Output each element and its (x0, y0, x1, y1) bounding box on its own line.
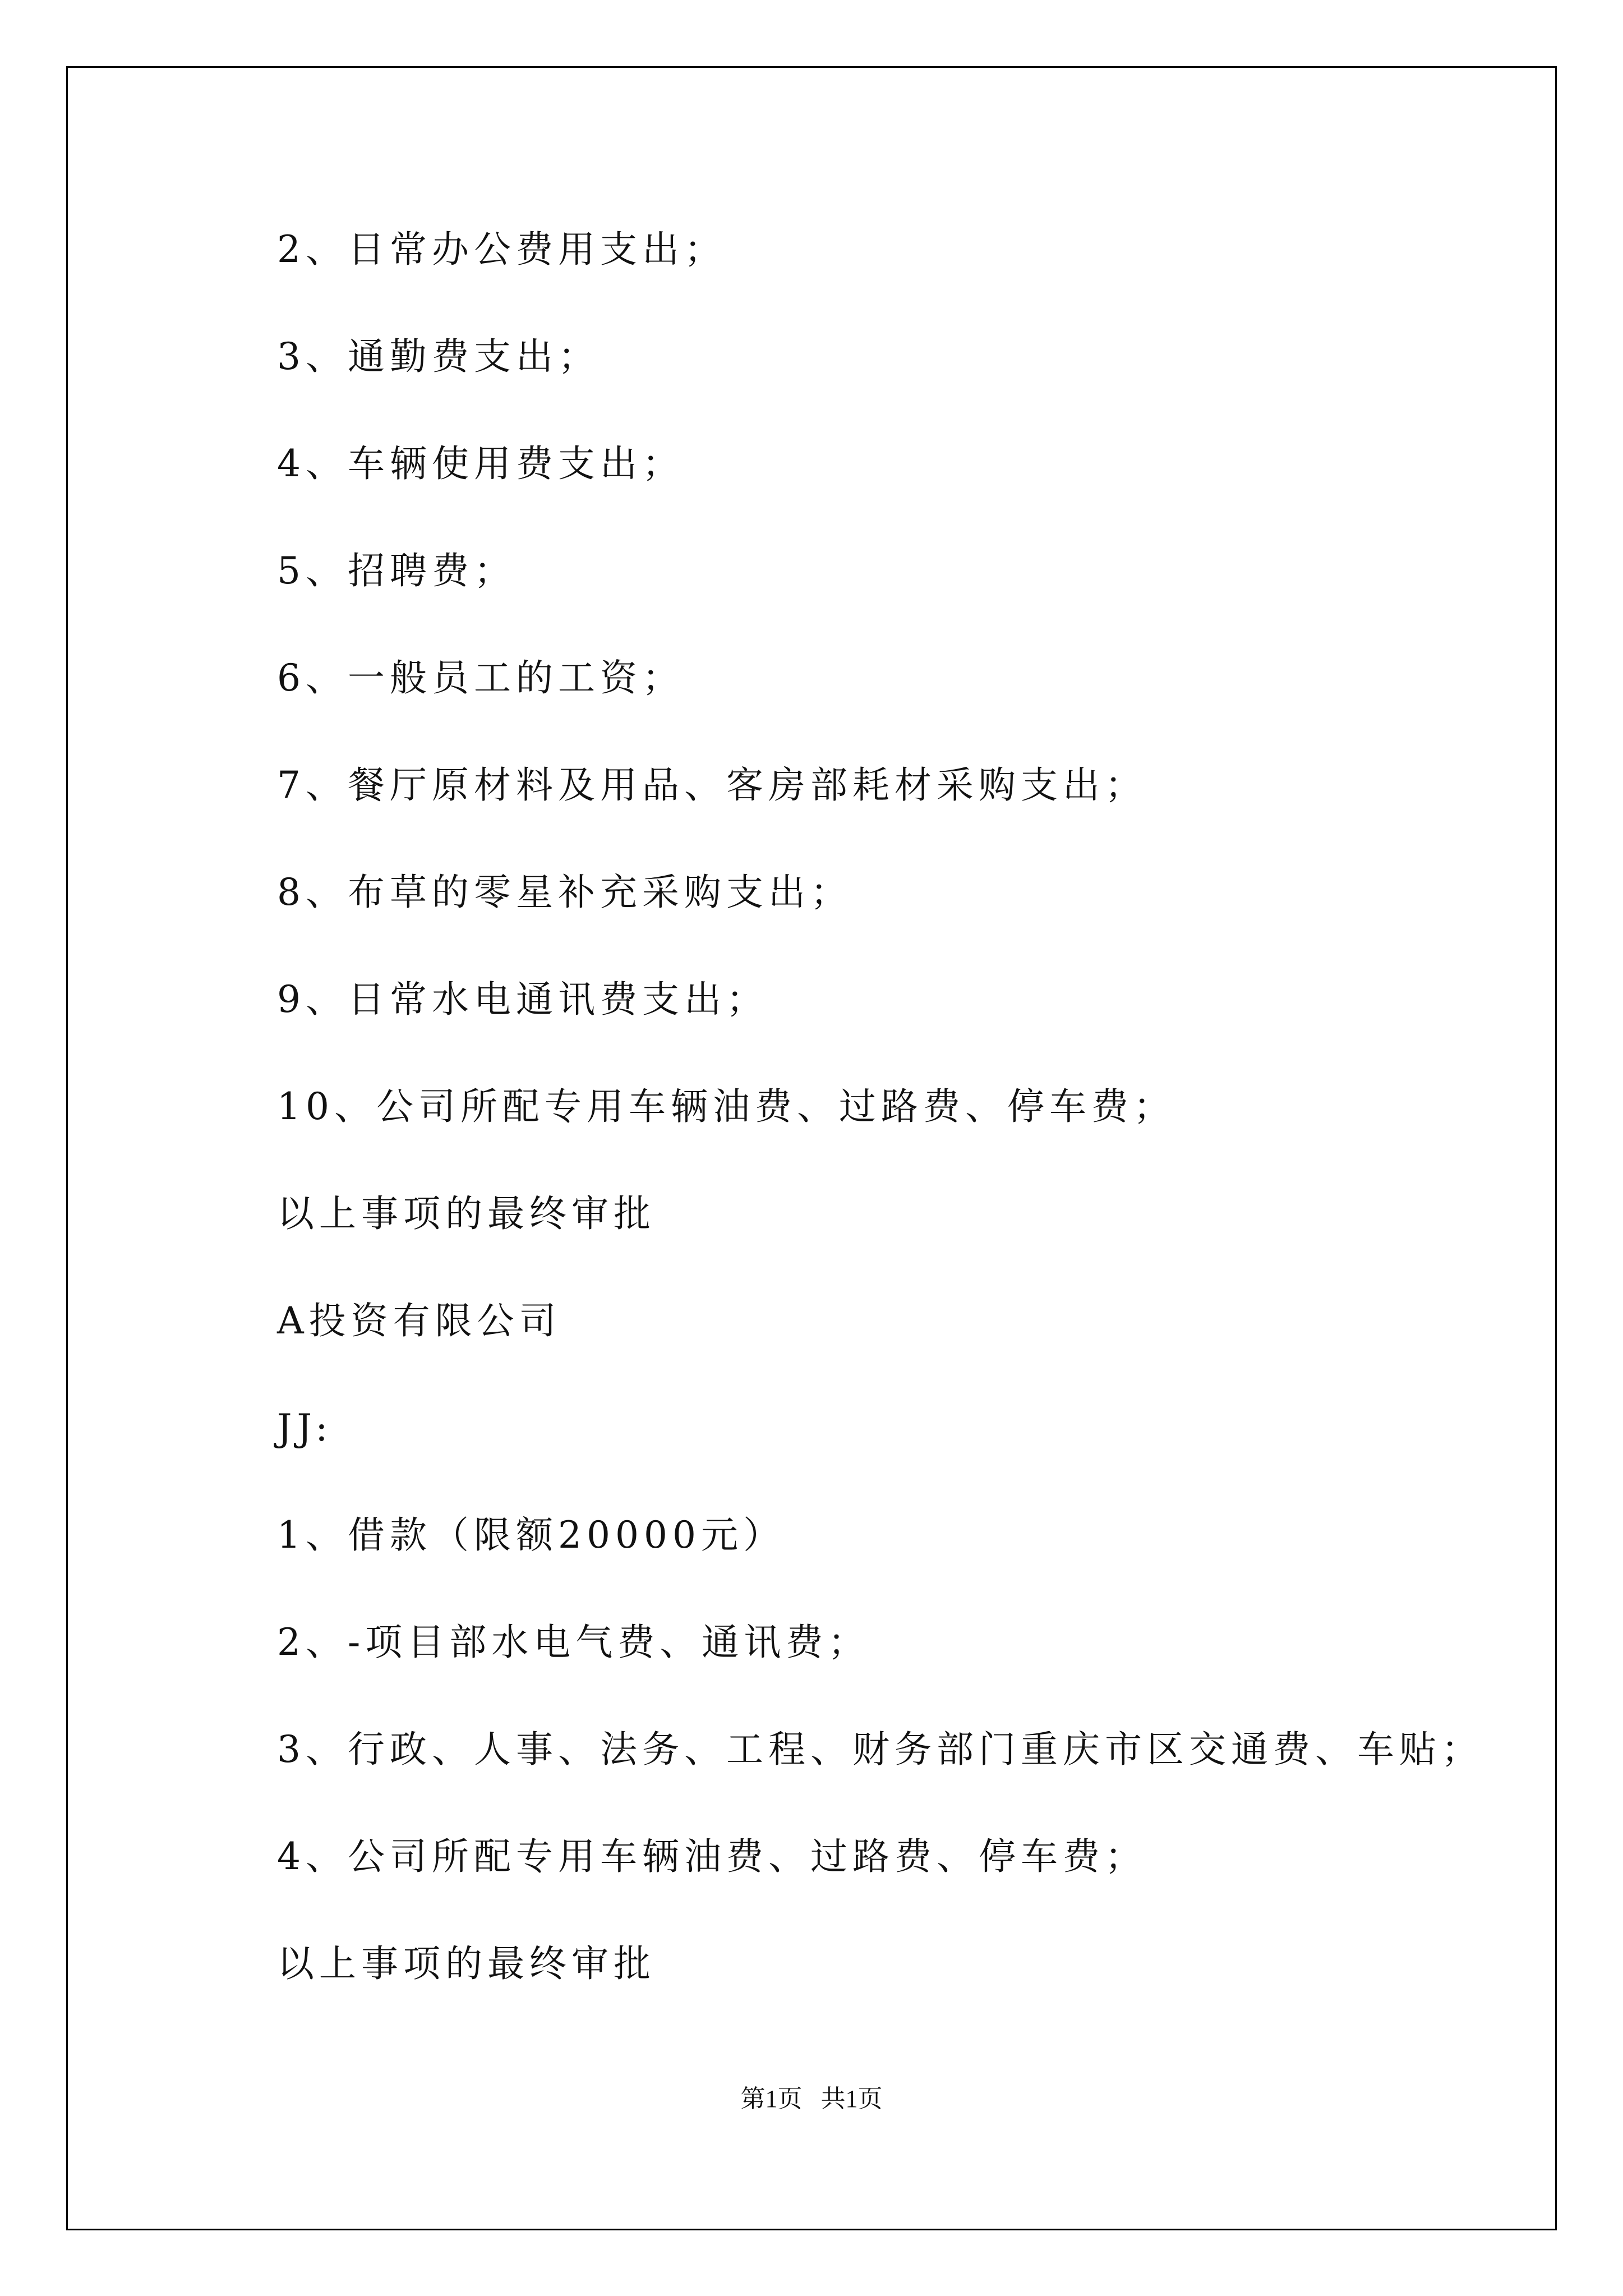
company-name: A投资有限公司 (277, 1299, 561, 1342)
list-item: 5、招聘费； (277, 549, 516, 592)
section-closing-line: 以上事项的最终审批 (277, 1942, 656, 1985)
section-heading: JJ: (277, 1406, 333, 1450)
list-item: 4、公司所配专用车辆油费、过路费、停车费； (277, 1835, 1147, 1878)
list-item: 1、借款（限额20000元） (277, 1513, 785, 1557)
list-item: 10、公司所配专用车辆油费、过路费、停车费； (277, 1085, 1175, 1128)
list-item: 3、通勤费支出； (277, 335, 600, 378)
list-item: 2、日常办公费用支出； (277, 228, 726, 271)
list-item: 4、车辆使用费支出； (277, 442, 684, 485)
list-item: 7、餐厅原材料及用品、客房部耗材采购支出； (277, 763, 1147, 807)
page-number-footer: 第1页 共1页 (740, 2085, 883, 2113)
list-item: 6、一般员工的工资； (277, 656, 684, 700)
list-item: 8、布草的零星补充采购支出； (277, 871, 852, 914)
list-item: 3、行政、人事、法务、工程、财务部门重庆市区交通费、车贴； (277, 1728, 1483, 1771)
section-closing-line: 以上事项的最终审批 (277, 1192, 656, 1235)
list-item: 9、日常水电通讯费支出； (277, 978, 768, 1021)
document-body (277, 222, 1544, 2043)
list-item: 2、-项目部水电气费、通讯费； (277, 1621, 870, 1664)
